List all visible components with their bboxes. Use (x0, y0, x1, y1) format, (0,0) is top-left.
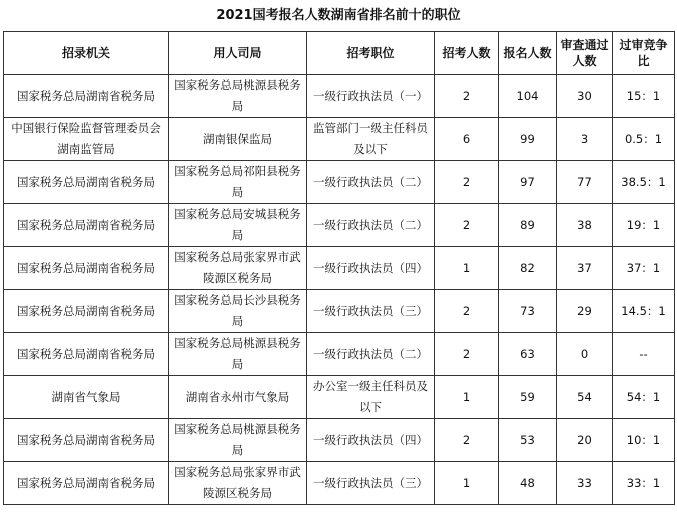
cell-ratio: 14.5：1 (613, 290, 675, 333)
header-recruiting-agency: 招录机关 (4, 32, 169, 75)
cell-ratio: 54：1 (613, 376, 675, 419)
cell-agency: 中国银行保险监督管理委员会湖南监管局 (4, 118, 169, 161)
cell-position: 一级行政执法员（三） (307, 462, 435, 505)
cell-agency: 国家税务总局湖南省税务局 (4, 462, 169, 505)
cell-applicants: 97 (499, 161, 557, 204)
table-row (4, 290, 675, 333)
cell-applicants: 63 (499, 333, 557, 376)
table-row (4, 376, 675, 419)
header-employing-bureau: 用人司局 (169, 32, 307, 75)
cell-ratio: 33：1 (613, 462, 675, 505)
cell-applicants: 104 (499, 75, 557, 118)
cell-ratio: 19：1 (613, 204, 675, 247)
cell-quota: 6 (435, 118, 499, 161)
cell-position: 办公室一级主任科员及以下 (307, 376, 435, 419)
table-row (4, 247, 675, 290)
table-title: 2021国考报名人数湖南省排名前十的职位 (216, 8, 461, 23)
table-row (4, 333, 675, 376)
cell-quota: 2 (435, 419, 499, 462)
cell-bureau: 国家税务总局桃源县税务局 (169, 419, 307, 462)
cell-position: 监管部门一级主任科员及以下 (307, 118, 435, 161)
cell-ratio: 10：1 (613, 419, 675, 462)
cell-agency: 国家税务总局湖南省税务局 (4, 290, 169, 333)
cell-position: 一级行政执法员（四） (307, 419, 435, 462)
cell-approved: 38 (557, 204, 613, 247)
cell-applicants: 53 (499, 419, 557, 462)
header-competition-ratio: 过审竞争比 (613, 32, 675, 75)
cell-applicants: 48 (499, 462, 557, 505)
cell-quota: 1 (435, 462, 499, 505)
cell-approved: 0 (557, 333, 613, 376)
cell-bureau: 湖南省永州市气象局 (169, 376, 307, 419)
cell-ratio: -- (613, 333, 675, 376)
cell-bureau: 湖南银保监局 (169, 118, 307, 161)
cell-quota: 2 (435, 204, 499, 247)
cell-quota: 1 (435, 247, 499, 290)
cell-quota: 2 (435, 161, 499, 204)
cell-approved: 37 (557, 247, 613, 290)
cell-agency: 湖南省气象局 (4, 376, 169, 419)
header-quota: 招考人数 (435, 32, 499, 75)
cell-agency: 国家税务总局湖南省税务局 (4, 204, 169, 247)
cell-agency: 国家税务总局湖南省税务局 (4, 333, 169, 376)
cell-approved: 30 (557, 75, 613, 118)
cell-bureau: 国家税务总局桃源县税务局 (169, 75, 307, 118)
cell-approved: 29 (557, 290, 613, 333)
cell-approved: 33 (557, 462, 613, 505)
cell-agency: 国家税务总局湖南省税务局 (4, 419, 169, 462)
table-row (4, 161, 675, 204)
cell-bureau: 国家税务总局张家界市武陵源区税务局 (169, 462, 307, 505)
cell-quota: 1 (435, 376, 499, 419)
cell-approved: 3 (557, 118, 613, 161)
cell-agency: 国家税务总局湖南省税务局 (4, 161, 169, 204)
table-body (4, 75, 675, 505)
table-row (4, 419, 675, 462)
cell-applicants: 59 (499, 376, 557, 419)
cell-approved: 20 (557, 419, 613, 462)
table-row (4, 118, 675, 161)
cell-agency: 国家税务总局湖南省税务局 (4, 247, 169, 290)
cell-position: 一级行政执法员（一） (307, 75, 435, 118)
cell-position: 一级行政执法员（三） (307, 290, 435, 333)
header-position: 招考职位 (307, 32, 435, 75)
cell-quota: 2 (435, 75, 499, 118)
cell-ratio: 0.5：1 (613, 118, 675, 161)
positions-table (3, 31, 675, 505)
cell-applicants: 73 (499, 290, 557, 333)
cell-bureau: 国家税务总局桃源县税务局 (169, 333, 307, 376)
cell-approved: 77 (557, 161, 613, 204)
cell-quota: 2 (435, 333, 499, 376)
cell-position: 一级行政执法员（二） (307, 333, 435, 376)
table-row (4, 75, 675, 118)
table-row (4, 204, 675, 247)
cell-applicants: 89 (499, 204, 557, 247)
cell-bureau: 国家税务总局张家界市武陵源区税务局 (169, 247, 307, 290)
cell-bureau: 国家税务总局祁阳县税务局 (169, 161, 307, 204)
cell-approved: 54 (557, 376, 613, 419)
header-applicants: 报名人数 (499, 32, 557, 75)
cell-position: 一级行政执法员（二） (307, 161, 435, 204)
cell-ratio: 38.5：1 (613, 161, 675, 204)
cell-applicants: 99 (499, 118, 557, 161)
header-row (4, 32, 675, 75)
cell-ratio: 15：1 (613, 75, 675, 118)
cell-applicants: 82 (499, 247, 557, 290)
header-approved: 审查通过人数 (557, 32, 613, 75)
cell-agency: 国家税务总局湖南省税务局 (4, 75, 169, 118)
cell-bureau: 国家税务总局安城县税务局 (169, 204, 307, 247)
cell-ratio: 37：1 (613, 247, 675, 290)
cell-position: 一级行政执法员（四） (307, 247, 435, 290)
table-row (4, 462, 675, 505)
cell-bureau: 国家税务总局长沙县税务局 (169, 290, 307, 333)
cell-quota: 2 (435, 290, 499, 333)
cell-position: 一级行政执法员（二） (307, 204, 435, 247)
